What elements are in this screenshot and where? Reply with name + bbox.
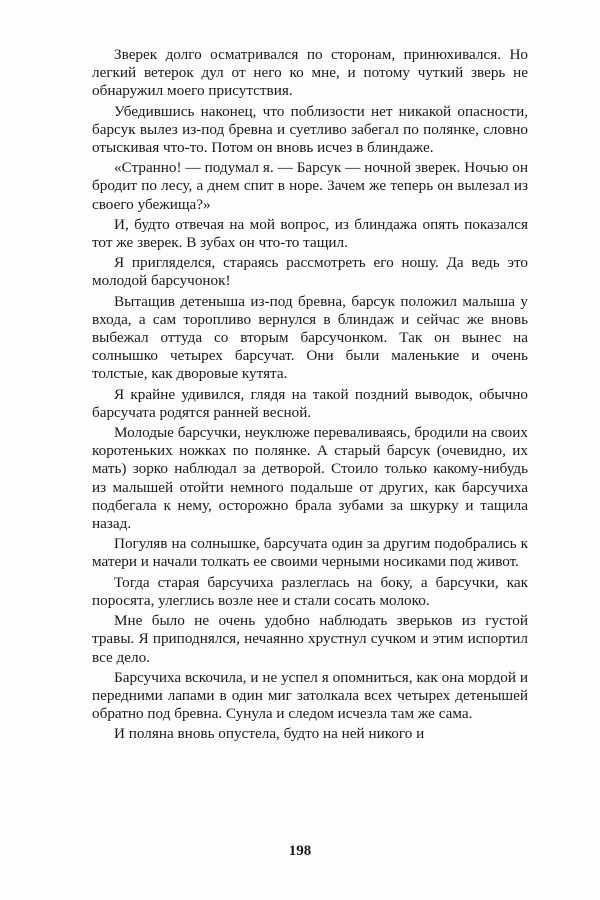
paragraph-9: Погуляв на солнышке, барсучата один за другим подобрались к матери и начали толкать ее своими черными носиками под живот. — [92, 535, 528, 571]
paragraph-8: Молодые барсучки, неуклюже переваливаясь, бродили на своих коротеньких ножках по полянке. А старый барсук (очевидно, их мать) зорко наблюдал за детворой. Стоило только какому-нибудь из малышей отойти немного подальше от других, как барсучиха подбегала к нему, осторожно брала зубами за шкурку и тащила назад. — [92, 424, 528, 533]
page-text — [92, 46, 528, 746]
paragraph-13: И поляна вновь опустела, будто на ней никого и — [114, 725, 425, 743]
paragraph-11: Мне было не очень удобно наблюдать зверьков из густой травы. Я приподнялся, нечаянно хрустнул сучком и этим испортил все дело. — [92, 612, 528, 666]
paragraph-2: Убедившись наконец, что поблизости нет никакой опасности, барсук вылез из-под бревна и суетливо забегал по полянке, словно отыскивая что-то. Потом он вновь исчез в блиндаже. — [92, 102, 528, 157]
paragraph-6: Вытащив детеныша из-под бревна, барсук положил малыша у входа, а сам торопливо вернулся в блиндаж и сейчас же вновь выбежал оттуда со вторым барсучонком. Так он вынес на солнышко четырех барсучат. Они были маленькие и очень толстые, как дворовые кутята. — [92, 292, 528, 383]
paragraph-4: И, будто отвечая на мой вопрос, из блиндажа опять показался тот же зверек. В зубах он что-то тащил. — [92, 215, 528, 252]
paragraph-7: Я крайне удивился, глядя на такой поздний выводок, обычно барсучата родятся ранней весной. — [92, 385, 528, 421]
paragraph-1: Зверек долго осматривался по сторонам, принюхивался. Но легкий ветерок дул от него ко мне, и потому чуткий зверь не обнаружил моего присутствия. — [92, 46, 528, 100]
paragraph-3: «Странно! — подумал я. — Барсук — ночной зверек. Ночью он бродит по лесу, а днем спит в норе. Зачем же теперь он вылезал из своего убежища?» — [92, 159, 528, 213]
paragraph-10: Тогда старая барсучиха разлеглась на боку, а барсучки, как поросята, улеглись возле нее и стали сосать молоко. — [92, 573, 528, 609]
paragraph-12: Барсучиха вскочила, и не успел я опомниться, как она мордой и передними лапами в один миг затолкала всех четырех детенышей обратно под бревна. Сунула и следом исчезла там же сама. — [92, 668, 528, 723]
page-number: 198 — [288, 843, 312, 859]
paragraph-5: Я пригляделся, стараясь рассмотреть его ношу. Да ведь это молодой барсучонок! — [92, 254, 528, 290]
